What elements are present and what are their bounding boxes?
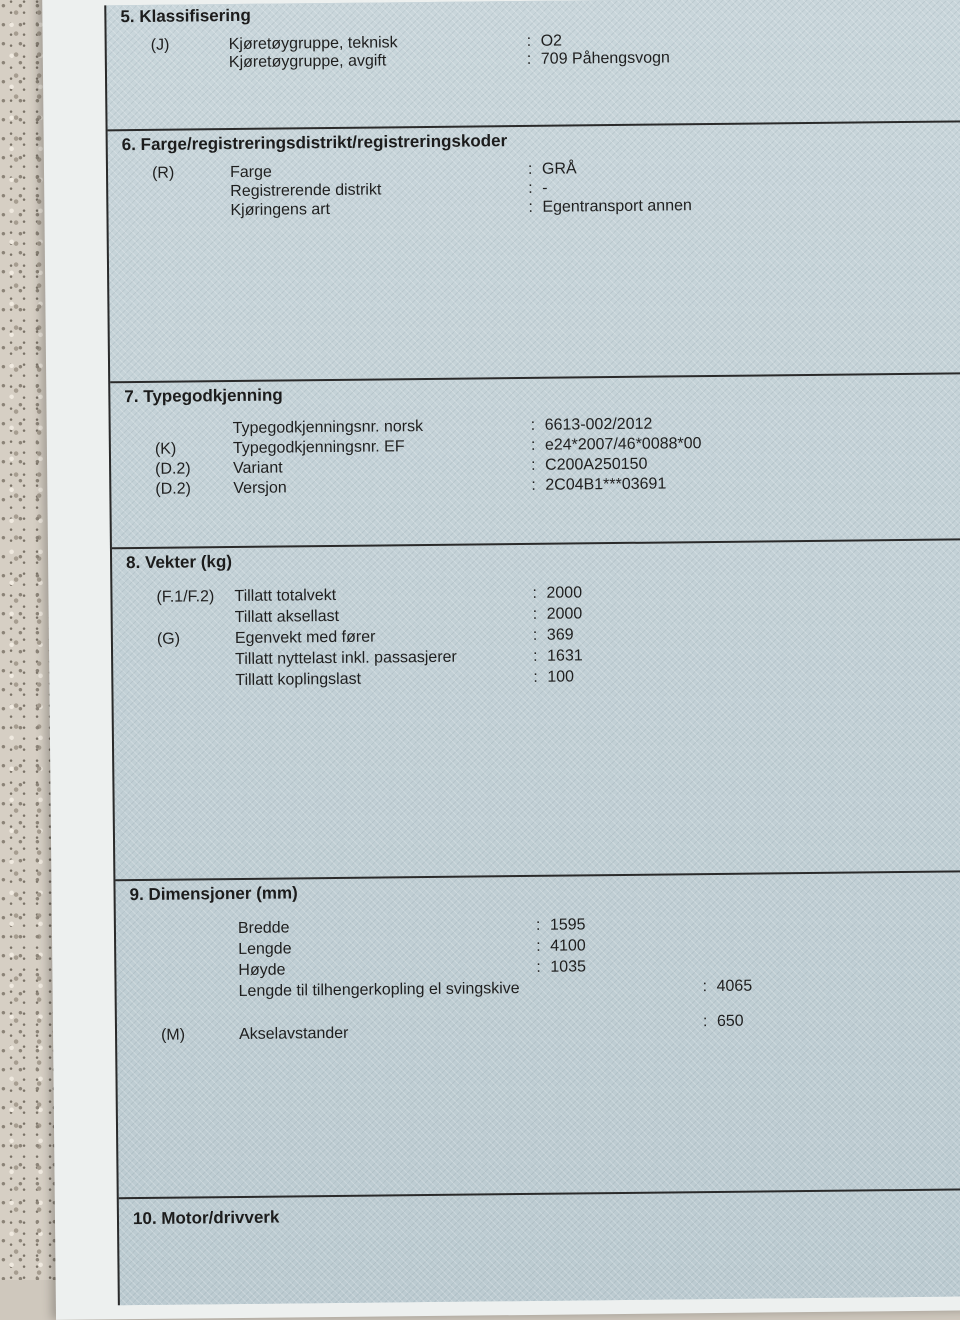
field-colon: : [532,584,537,602]
field-code: (F.1/F.2) [156,588,215,606]
field-label: Typegodkjenningsnr. norsk [232,418,424,438]
field-value: 4065 [716,977,753,995]
field-row [117,1012,960,1047]
field-value: 2000 [546,605,583,623]
field-label: Lengde til tilhengerkopling el svingskive [238,980,520,1000]
section-typegodkjenning [110,372,960,549]
field-label: Tillatt koplingslast [235,670,362,690]
field-label: Tillatt aksellast [234,607,340,627]
field-value: 709 Påhengsvogn [540,49,670,68]
field-value: O2 [540,32,563,50]
field-colon: : [533,647,538,665]
section-title: 8. Vekter (kg) [126,552,233,573]
field-colon: : [533,668,538,686]
field-label: Tillatt totalvekt [234,586,337,606]
section-title: 6. Farge/registreringsdistrikt/registreringskoder [121,131,508,155]
field-colon: : [536,958,541,976]
field-label: Lengde [238,940,292,958]
field-label: Typegodkjenningsnr. EF [232,438,405,458]
field-label: Variant [233,459,283,478]
field-colon: : [527,160,533,178]
section-motor-drivverk [119,1188,960,1307]
field-label: Registrerende distrikt [230,181,382,201]
section-vekter [112,538,960,881]
field-colon: : [528,179,533,197]
field-colon: : [526,50,532,68]
field-label: Egenvekt med fører [234,628,376,648]
field-value: 2000 [546,584,583,602]
section-dimensjoner [115,870,960,1199]
section-title: 9. Dimensjoner (mm) [129,883,298,905]
field-code: (R) [151,164,175,182]
field-code: (D.2) [155,460,191,478]
form-sheet [104,0,960,1305]
field-colon: : [702,1013,708,1031]
field-code: (J) [150,36,170,54]
field-colon: : [526,32,532,50]
section-title: 5. Klassifisering [120,5,251,27]
field-value: 369 [546,626,574,644]
section-farge-registrering [108,120,960,383]
field-label: Versjon [233,479,287,498]
registration-document [42,0,960,1320]
field-value: 1595 [549,916,586,934]
field-label: Bredde [237,919,290,937]
field-value: 650 [716,1012,744,1030]
section-title: 10. Motor/drivverk [132,1207,280,1229]
field-colon: : [531,456,536,474]
field-colon: : [535,916,541,934]
field-label: Kjøringens art [230,200,331,220]
field-label: Tillatt nyttelast inkl. passasjerer [235,648,457,669]
section-klassifisering [106,0,960,131]
field-value: 4100 [550,937,586,955]
field-value: Egentransport annen [542,197,692,216]
field-code: (M) [160,1026,186,1044]
field-colon: : [531,476,536,494]
field-label: Kjøretøygruppe, avgift [228,52,387,72]
field-label: Akselavstander [238,1024,349,1043]
field-colon: : [532,626,538,644]
field-value: 1035 [550,958,587,976]
field-colon: : [530,436,536,454]
field-value: 1631 [547,647,583,665]
field-value: 6613-002/2012 [544,415,653,434]
field-label: Farge [229,163,272,182]
section-title: 7. Typegodkjenning [124,385,283,407]
field-value: e24*2007/46*0088*00 [544,435,702,454]
field-label: Kjøretøygruppe, teknisk [228,34,398,54]
field-value: 100 [547,668,575,686]
field-value: - [542,179,548,197]
field-value: 2C04B1***03691 [545,475,667,494]
field-value: GRÅ [541,160,577,178]
field-colon: : [530,416,536,434]
field-label: Høyde [238,961,286,979]
field-code: (D.2) [155,480,191,498]
field-code: (K) [154,440,177,458]
field-code: (G) [156,630,181,648]
field-colon: : [702,978,708,996]
field-value: C200A250150 [545,455,648,474]
field-colon: : [536,937,541,955]
field-colon: : [528,198,533,216]
field-colon: : [532,605,538,623]
